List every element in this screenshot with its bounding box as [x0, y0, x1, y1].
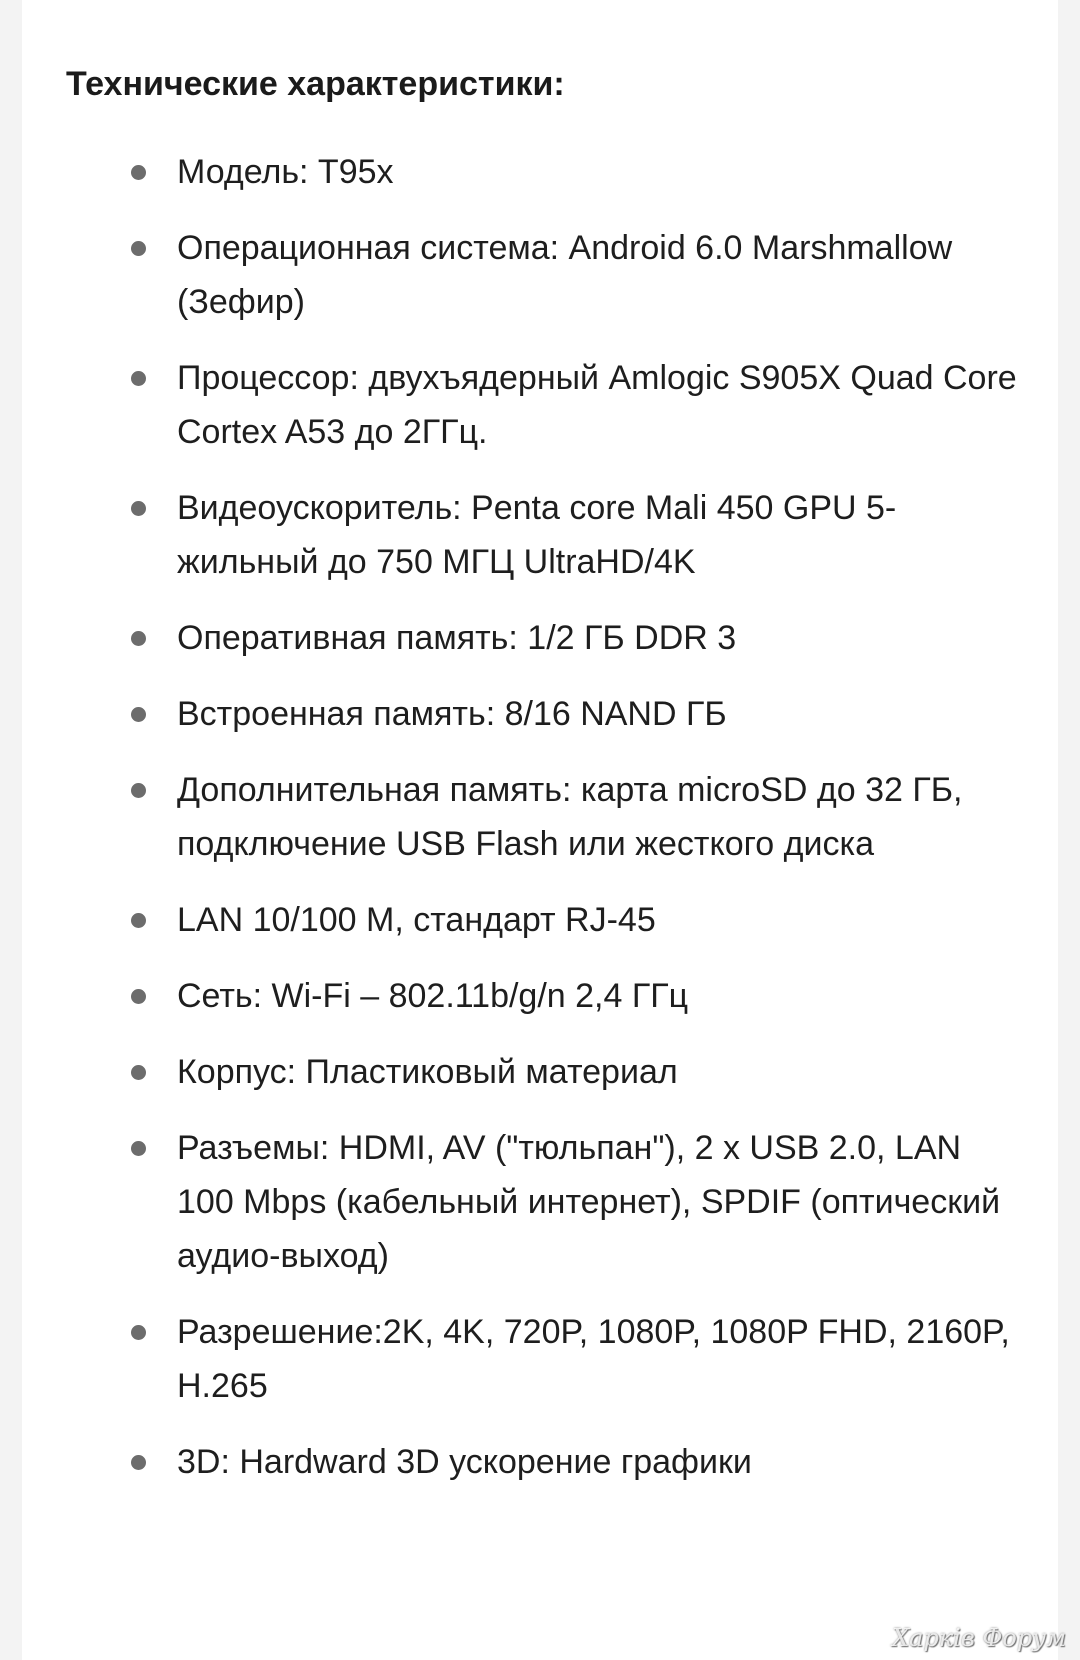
spec-text: Разъемы: HDMI, AV ("тюльпан"), 2 х USB 2.0, LAN 100 Mbps (кабельный интернет), SPDIF (оптический аудио-выход)	[177, 1129, 1001, 1275]
bullet-icon	[131, 1325, 146, 1340]
spec-item-gpu	[22, 481, 1058, 589]
section-title: Технические характеристики:	[66, 65, 565, 103]
spec-item-model	[22, 145, 1058, 199]
spec-text: Операционная система: Android 6.0 Marshmallow (Зефир)	[177, 229, 953, 321]
bullet-icon	[131, 1141, 146, 1156]
bullet-icon	[131, 1065, 146, 1080]
spec-text: Разрешение:2K, 4K, 720P, 1080P, 1080P FHD, 2160P, H.265	[177, 1313, 1010, 1405]
spec-text: Оперативная память: 1/2 ГБ DDR 3	[177, 619, 737, 657]
spec-text: LAN 10/100 M, стандарт RJ-45	[177, 901, 656, 939]
spec-text: Дополнительная память: карта microSD до 32 ГБ, подключение USB Flash или жесткого диска	[177, 771, 963, 863]
bullet-icon	[131, 783, 146, 798]
spec-item-ram	[22, 611, 1058, 665]
spec-text: Видеоускоритель: Penta core Mali 450 GPU 5-жильный до 750 МГЦ UltraHD/4K	[177, 489, 897, 581]
spec-text: Процессор: двухъядерный Amlogic S905X Quad Core Cortex A53 до 2ГГц.	[177, 359, 1017, 451]
bullet-icon	[131, 707, 146, 722]
spec-text: Корпус: Пластиковый материал	[177, 1053, 678, 1091]
spec-item-resolution	[22, 1305, 1058, 1413]
bullet-icon	[131, 989, 146, 1004]
spec-text: Сеть: Wi-Fi – 802.11b/g/n 2,4 ГГц	[177, 977, 689, 1015]
spec-item-os	[22, 221, 1058, 329]
bullet-icon	[131, 913, 146, 928]
spec-text: Модель: T95х	[177, 153, 394, 191]
bullet-icon	[131, 631, 146, 646]
spec-item-storage	[22, 687, 1058, 741]
spec-item-extra-storage	[22, 763, 1058, 871]
bullet-icon	[131, 165, 146, 180]
spec-item-lan	[22, 893, 1058, 947]
spec-item-case	[22, 1045, 1058, 1099]
bullet-icon	[131, 501, 146, 516]
bullet-icon	[131, 371, 146, 386]
content-card	[22, 0, 1058, 1660]
spec-item-wifi	[22, 969, 1058, 1023]
spec-list	[22, 145, 1058, 1511]
watermark: Харків Форум	[892, 1624, 1066, 1652]
bullet-icon	[131, 1455, 146, 1470]
spec-text: Встроенная память: 8/16 NAND ГБ	[177, 695, 727, 733]
spec-item-ports	[22, 1121, 1058, 1283]
spec-item-3d	[22, 1435, 1058, 1489]
spec-text: 3D: Hardward 3D ускорение графики	[177, 1443, 752, 1481]
bullet-icon	[131, 241, 146, 256]
spec-item-cpu	[22, 351, 1058, 459]
